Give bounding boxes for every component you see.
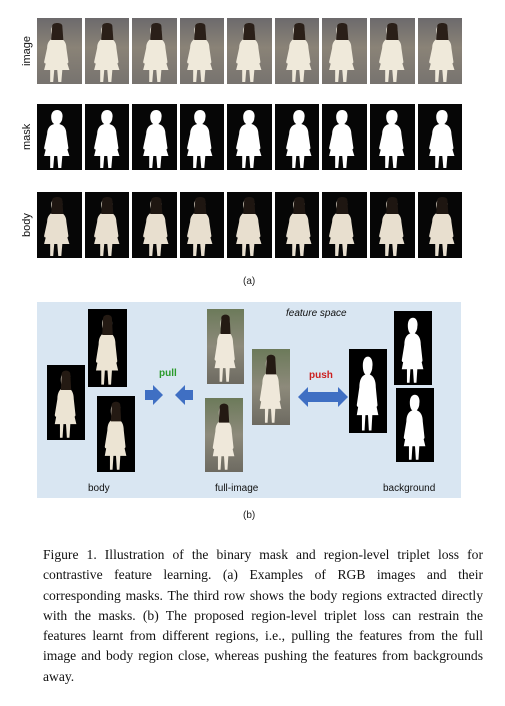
- push-label: push: [309, 370, 333, 381]
- row-label-image: image: [21, 36, 33, 66]
- mask-cell-2: [85, 104, 130, 170]
- mask-cell-6: [275, 104, 320, 170]
- full-image-3: [205, 398, 243, 472]
- group-label-full-image: full-image: [215, 483, 259, 494]
- mask-cell-9: [418, 104, 463, 170]
- body-cell-4: [180, 192, 225, 258]
- row-label-mask: mask: [21, 123, 33, 151]
- mask-cell-3: [132, 104, 177, 170]
- pull-arrows-icon: [143, 384, 195, 406]
- image-cell-9: [418, 18, 463, 84]
- feature-space-panel: [37, 302, 461, 498]
- image-cell-4: [180, 18, 225, 84]
- body-cell-7: [322, 192, 367, 258]
- background-image-2: [394, 311, 432, 385]
- body-cell-1: [37, 192, 82, 258]
- full-image-1: [207, 309, 244, 384]
- panel-a-label: (a): [243, 276, 256, 287]
- feature-space-title: feature space: [286, 308, 347, 319]
- pull-label: pull: [159, 368, 177, 379]
- group-label-background: background: [383, 483, 436, 494]
- mask-row: [37, 104, 462, 170]
- body-cell-8: [370, 192, 415, 258]
- body-row: [37, 192, 462, 258]
- push-arrow-icon: [296, 386, 350, 408]
- mask-cell-4: [180, 104, 225, 170]
- image-row: [37, 18, 462, 84]
- body-cell-2: [85, 192, 130, 258]
- body-cell-9: [418, 192, 463, 258]
- image-cell-8: [370, 18, 415, 84]
- panel-b-label: (b): [243, 510, 256, 521]
- body-image-1: [88, 309, 127, 387]
- row-label-body: body: [21, 213, 33, 237]
- image-cell-6: [275, 18, 320, 84]
- mask-cell-7: [322, 104, 367, 170]
- mask-cell-8: [370, 104, 415, 170]
- body-image-3: [97, 396, 135, 472]
- image-cell-7: [322, 18, 367, 84]
- background-image-1: [349, 349, 387, 433]
- background-image-3: [396, 388, 434, 462]
- mask-cell-1: [37, 104, 82, 170]
- body-cell-5: [227, 192, 272, 258]
- image-cell-2: [85, 18, 130, 84]
- body-image-2: [47, 365, 85, 440]
- group-label-body: body: [88, 483, 110, 494]
- full-image-2: [252, 349, 290, 425]
- mask-cell-5: [227, 104, 272, 170]
- image-cell-1: [37, 18, 82, 84]
- image-cell-3: [132, 18, 177, 84]
- image-cell-5: [227, 18, 272, 84]
- body-cell-3: [132, 192, 177, 258]
- body-cell-6: [275, 192, 320, 258]
- figure-caption: Figure 1. Illustration of the binary mask and region-level triplet loss for contrastive feature learning. (a) Examples of RGB images and their corresponding masks. The third row shows the body regions extracted directly with the masks. (b) The proposed region-level triplet loss can restrain the features learnt from different regions, i.e., pulling the features from the full image and body region close, whereas pushing the features from backgrounds away.: [43, 547, 483, 684]
